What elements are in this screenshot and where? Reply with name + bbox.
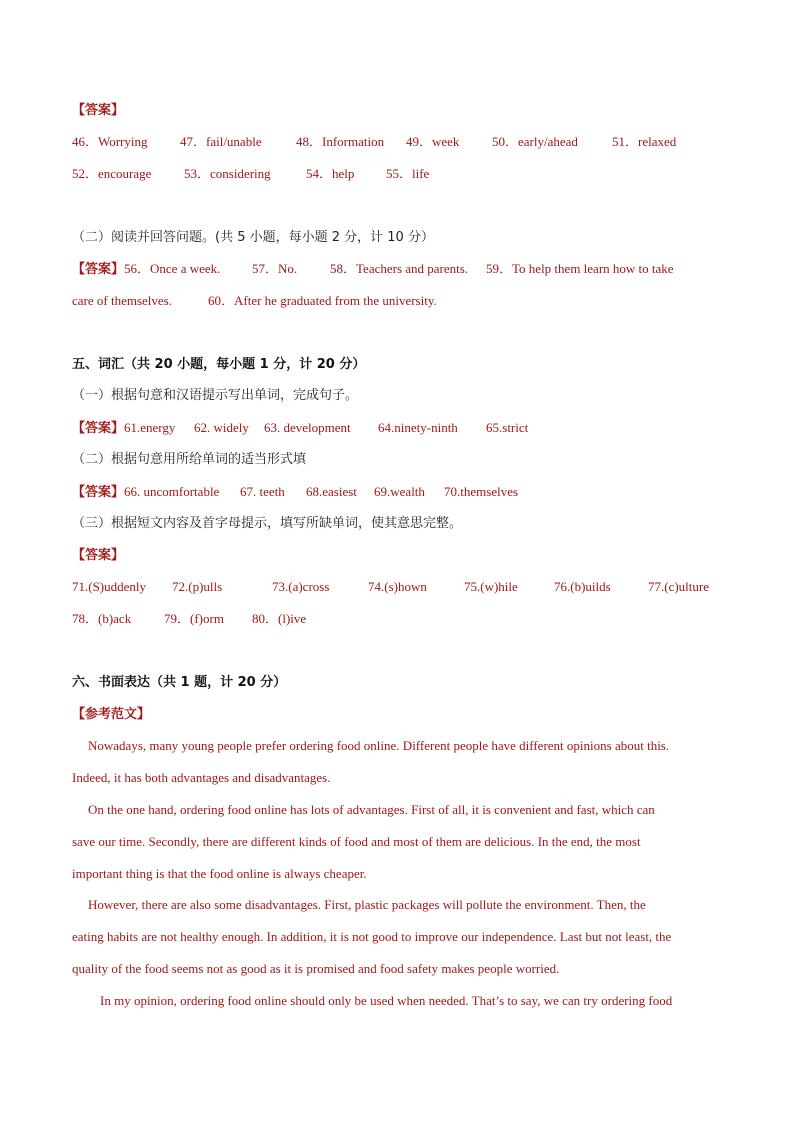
part-two-answers-line-1 bbox=[72, 258, 732, 280]
part-two-answers-line-2 bbox=[72, 290, 732, 312]
answer-tag: 【答案】 bbox=[72, 485, 125, 500]
answer-tag: 【答案】 bbox=[72, 421, 125, 436]
answer-item: 61.energy bbox=[124, 420, 176, 435]
answer-row-52-55 bbox=[72, 163, 732, 185]
answer-row-46-51 bbox=[72, 131, 732, 153]
essay-line: quality of the food seems not as good as it is promised and food safety makes people worried. bbox=[72, 961, 560, 976]
answer-item: 77.(c)ulture bbox=[648, 579, 710, 594]
answer-tag: 【答案】 bbox=[72, 548, 125, 563]
answer-item: 73.(a)cross bbox=[272, 579, 330, 594]
answer-item: 55．life bbox=[386, 166, 430, 181]
answer-item: 62. widely bbox=[194, 420, 249, 435]
essay-line: eating habits are not healthy enough. In addition, it is not good to improve our independence. Last but not least, the bbox=[72, 929, 672, 944]
vocab-part-two-title: （二）根据句意用所给单词的适当形式填 bbox=[72, 452, 307, 467]
answer-item: 52．encourage bbox=[72, 166, 152, 181]
answer-item: 67. teeth bbox=[240, 484, 285, 499]
section-six-title: 六、书面表达（共 1 题，计 20 分） bbox=[72, 675, 287, 690]
essay-line: Nowadays, many young people prefer ordering food online. Different people have different opinions about this. bbox=[88, 738, 670, 753]
answer-item: 74.(s)hown bbox=[368, 579, 427, 594]
answer-item: 53．considering bbox=[184, 166, 271, 181]
answer-item: 59．To help them learn how to take bbox=[486, 261, 674, 276]
answer-item: 47．fail/unable bbox=[180, 134, 262, 149]
answer-item: 68.easiest bbox=[306, 484, 357, 499]
answer-row-71-77 bbox=[72, 576, 732, 598]
answer-item: care of themselves. bbox=[72, 293, 172, 308]
sample-essay-tag: 【参考范文】 bbox=[72, 707, 151, 722]
answer-item: 78．(b)ack bbox=[72, 611, 132, 626]
essay-line: On the one hand, ordering food online has lots of advantages. First of all, it is convenient and fast, which can bbox=[88, 802, 655, 817]
answer-item: 56．Once a week. bbox=[124, 261, 221, 276]
section-five-title: 五、词汇（共 20 小题，每小题 1 分，计 20 分） bbox=[72, 357, 366, 372]
answer-item: 48．Information bbox=[296, 134, 385, 149]
answer-item: 71.(S)uddenly bbox=[72, 579, 147, 594]
answer-item: 51．relaxed bbox=[612, 134, 677, 149]
answer-item: 70.themselves bbox=[444, 484, 519, 499]
answer-item: 49．week bbox=[406, 134, 460, 149]
vocab-part-one-answers bbox=[72, 417, 732, 439]
answer-item: 63. development bbox=[264, 420, 351, 435]
answer-item: 60．After he graduated from the university. bbox=[208, 293, 437, 308]
answer-item: 75.(w)hile bbox=[464, 579, 518, 594]
answer-item: 58．Teachers and parents. bbox=[330, 261, 469, 276]
answer-row-78-80 bbox=[72, 608, 732, 630]
answer-item: 66. uncomfortable bbox=[124, 484, 220, 499]
essay-line: However, there are also some disadvantages. First, plastic packages will pollute the environment. Then, the bbox=[88, 897, 646, 912]
answer-item: 57．No. bbox=[252, 261, 298, 276]
answer-item: 65.strict bbox=[486, 420, 529, 435]
essay-line: save our time. Secondly, there are different kinds of food and most of them are delicious. In the end, the most bbox=[72, 834, 641, 849]
vocab-part-two-answers bbox=[72, 481, 732, 503]
essay-line: In my opinion, ordering food online should only be used when needed. That’s to say, we can try ordering food bbox=[100, 993, 673, 1008]
answer-tag: 【答案】 bbox=[72, 262, 125, 277]
answer-item: 80．(l)ive bbox=[252, 611, 307, 626]
vocab-part-three-title: （三）根据短文内容及首字母提示，填写所缺单词，使其意思完整。 bbox=[72, 516, 463, 531]
vocab-part-one-title: （一）根据句意和汉语提示写出单词，完成句子。 bbox=[72, 388, 359, 403]
essay-line: Indeed, it has both advantages and disadvantages. bbox=[72, 770, 331, 785]
answer-item: 69.wealth bbox=[374, 484, 425, 499]
answer-item: 72.(p)ulls bbox=[172, 579, 223, 594]
answer-item: 64.ninety-ninth bbox=[378, 420, 458, 435]
answer-item: 46．Worrying bbox=[72, 134, 148, 149]
answer-item: 76.(b)uilds bbox=[554, 579, 611, 594]
answer-item: 54．help bbox=[306, 166, 355, 181]
answer-item: 79．(f)orm bbox=[164, 611, 224, 626]
answer-tag: 【答案】 bbox=[72, 103, 125, 118]
answer-item: 50．early/ahead bbox=[492, 134, 578, 149]
essay-line: important thing is that the food online is always cheaper. bbox=[72, 866, 367, 881]
part-two-title: （二）阅读并回答问题。(共 5 小题，每小题 2 分，计 10 分） bbox=[72, 230, 434, 245]
